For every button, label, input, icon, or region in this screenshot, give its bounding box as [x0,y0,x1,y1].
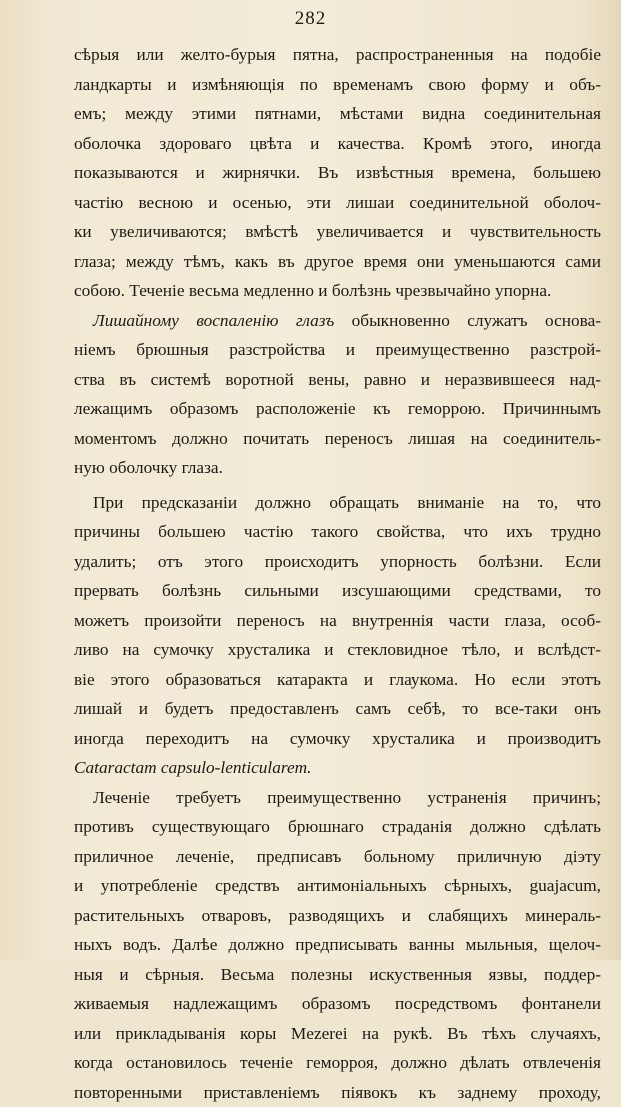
text-line: лишай и будетъ предоставленъ самъ себѣ, то все-таки онъ [74,694,603,724]
text-line: оболочка здороваго цвѣта и качества. Кромѣ этого, иногда [74,129,603,159]
paragraph-2 [74,306,603,483]
text-line: віе этого образоваться катаракта и глаукома. Но если этотъ [74,665,603,695]
text-line: повторенными приставленіемъ піявокъ къ заднему проходу, [74,1078,603,1107]
body-text [74,40,603,1107]
text-line: ства въ системѣ воротной вены, равно и неразвившееся над- [74,365,603,395]
text-line: ную оболочку глаза. [74,453,603,483]
text-line: причины большею частію такого свойства, что ихъ трудно [74,517,603,547]
text-line: ландкарты и измѣняющія по временамъ свою форму и объ- [74,70,603,100]
text-line: живаемыя надлежащимъ образомъ посредствомъ фонтанели [74,989,603,1019]
text-line: приличное леченіе, предписавъ больному приличную діэту [74,842,603,872]
text-line: При предсказаніи должно обращать вниманіе на то, что [74,488,603,518]
text-line: Лишайному воспаленію глазъ обыкновенно служатъ основа- [74,306,603,336]
text-line: прервать болѣзнь сильными изсушающими средствами, то [74,576,603,606]
text-line: Леченіе требуетъ преимущественно устраненія причинъ; [74,783,603,813]
text-line: лежащимъ образомъ расположеніе къ геморрою. Причиннымъ [74,394,603,424]
text-line: собою. Теченіе весьма медленно и болѣзнь чрезвычайно упорна. [74,276,603,306]
text-line: можетъ произойти переносъ на внутреннія части глаза, особ- [74,606,603,636]
paragraph-1 [74,40,603,306]
paragraph-3 [74,488,603,783]
text-line: частію весною и осенью, эти лишаи соединительной оболоч- [74,188,603,218]
text-line: глаза; между тѣмъ, какъ въ другое время они уменьшаются сами [74,247,603,277]
paragraph-4 [74,783,603,1107]
latin-term: Cataractam capsulo-lenticularem. [74,753,603,783]
text-line: и употребленіе средствъ антимоніальныхъ сѣрныхъ, guajacum, [74,871,603,901]
text-line: когда остановилось теченіе геморроя, должно дѣлать отвлеченія [74,1048,603,1078]
text-line: ливо на сумочку хрусталика и стекловидное тѣло, и вслѣдст- [74,635,603,665]
text-line: растительныхъ отваровъ, разводящихъ и слабящихъ минераль- [74,901,603,931]
text-line: удалить; отъ этого происходитъ упорность болѣзни. Если [74,547,603,577]
text-line: показываются и жирнячки. Въ извѣстныя времена, большею [74,158,603,188]
text-line: ніемъ брюшныя разстройства и преимущественно разстрой- [74,335,603,365]
text-line: противъ существующаго брюшнаго страданія должно сдѣлать [74,812,603,842]
text-line: сѣрыя или желто-бурыя пятна, распространенныя на подобіе [74,40,603,70]
text-line: ныхъ водъ. Далѣе должно предписывать ванны мыльныя, щелоч- [74,930,603,960]
text-line: или прикладыванія коры Mezerei на рукѣ. Въ тѣхъ случаяхъ, [74,1019,603,1049]
text-line: моментомъ должно почитать переносъ лишая на соединитель- [74,424,603,454]
text-line: ныя и сѣрныя. Весьма полезны искуственныя язвы, поддер- [74,960,603,990]
text-line: емъ; между этими пятнами, мѣстами видна соединительная [74,99,603,129]
page-number: 282 [0,8,621,30]
text-line: ки увеличиваются; вмѣстѣ увеличивается и чувствительность [74,217,603,247]
text-line: иногда переходитъ на сумочку хрусталика и производитъ [74,724,603,754]
emphasis-term: Лишайному воспаленію глазъ [93,311,334,330]
